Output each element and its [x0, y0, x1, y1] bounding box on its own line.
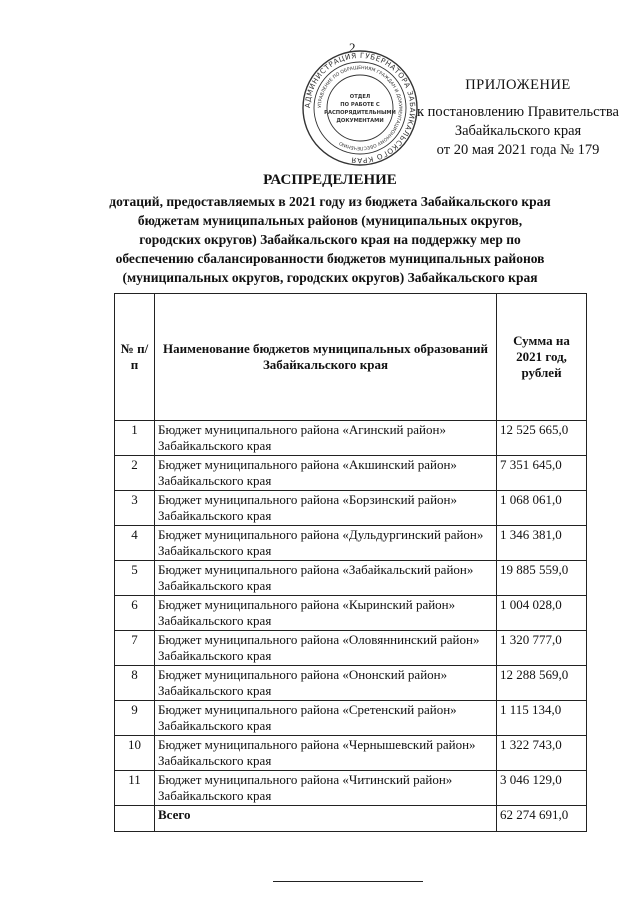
row-name: Бюджет муниципального района «Оловяннинский район» Забайкальского края	[155, 631, 497, 666]
row-name: Бюджет муниципального района «Чернышевский район» Забайкальского края	[155, 736, 497, 771]
row-sum: 1 068 061,0	[497, 491, 587, 526]
stamp-center-line: ПО РАБОТЕ С	[340, 102, 380, 108]
row-num: 10	[115, 736, 155, 771]
row-name: Бюджет муниципального района «Кыринский район» Забайкальского края	[155, 596, 497, 631]
row-name: Бюджет муниципального района «Борзинский район» Забайкальского края	[155, 491, 497, 526]
appendix-line: Забайкальского края	[454, 123, 582, 139]
total-sum: 62 274 691,0	[497, 806, 587, 832]
subtitle-line: (муниципальных округов, городских округов) Забайкальского края	[122, 270, 538, 285]
appendix-header	[408, 76, 628, 160]
header-sum: Сумма на 2021 год, рублей	[497, 294, 587, 421]
table-row	[115, 771, 587, 806]
row-sum: 12 525 665,0	[497, 421, 587, 456]
row-sum: 12 288 569,0	[497, 666, 587, 701]
row-num: 5	[115, 561, 155, 596]
svg-text:УПРАВЛЕНИЕ ПО ОБРАЩЕНИЯМ ГРАЖД	[317, 65, 403, 151]
header-name: Наименование бюджетов муниципальных образований Забайкальского края	[155, 294, 497, 421]
subtitle-line: городских округов) Забайкальского края на поддержку мер по	[139, 232, 521, 247]
distribution-table	[114, 293, 587, 832]
subtitle-line: обеспечению сбалансированности бюджетов муниципальных районов	[115, 251, 545, 266]
appendix-title: ПРИЛОЖЕНИЕ	[465, 77, 571, 93]
end-divider	[273, 881, 423, 882]
row-name: Бюджет муниципального района «Агинский район» Забайкальского края	[155, 421, 497, 456]
document-title: РАСПРЕДЕЛЕНИЕ	[263, 172, 397, 188]
table-row	[115, 456, 587, 491]
total-num	[115, 806, 155, 832]
row-sum: 1 346 381,0	[497, 526, 587, 561]
row-num: 7	[115, 631, 155, 666]
table-row	[115, 491, 587, 526]
row-num: 2	[115, 456, 155, 491]
row-num: 3	[115, 491, 155, 526]
row-num: 8	[115, 666, 155, 701]
table-row	[115, 561, 587, 596]
row-sum: 3 046 129,0	[497, 771, 587, 806]
row-sum: 1 004 028,0	[497, 596, 587, 631]
row-name: Бюджет муниципального района «Ононский район» Забайкальского края	[155, 666, 497, 701]
stamp-center-line: РАСПОРЯДИТЕЛЬНЫМИ	[324, 110, 396, 116]
row-name: Бюджет муниципального района «Читинский район» Забайкальского края	[155, 771, 497, 806]
appendix-line: от 20 мая 2021 года № 179	[436, 142, 600, 158]
row-sum: 1 322 743,0	[497, 736, 587, 771]
table-total-row	[115, 806, 587, 832]
table-row	[115, 736, 587, 771]
row-name: Бюджет муниципального района «Акшинский район» Забайкальского края	[155, 456, 497, 491]
row-num: 11	[115, 771, 155, 806]
table-row	[115, 666, 587, 701]
table-header-row	[115, 294, 587, 421]
row-sum: 7 351 645,0	[497, 456, 587, 491]
row-num: 9	[115, 701, 155, 736]
row-name: Бюджет муниципального района «Дульдургинский район» Забайкальского края	[155, 526, 497, 561]
table-row	[115, 701, 587, 736]
table-row	[115, 421, 587, 456]
appendix-line: к постановлению Правительства	[417, 104, 619, 120]
stamp-center-line: ДОКУМЕНТАМИ	[336, 118, 384, 124]
stamp-ring-text: АДМИНИСТРАЦИЯ ГУБЕРНАТОРА ЗАБАЙКАЛЬСКОГО КРАЯ	[302, 50, 418, 166]
document-subtitle	[100, 192, 560, 287]
stamp-center-line: ОТДЕЛ	[349, 94, 371, 100]
table-row	[115, 596, 587, 631]
office-stamp	[300, 48, 420, 168]
row-name: Бюджет муниципального района «Забайкальский район» Забайкальского края	[155, 561, 497, 596]
row-num: 4	[115, 526, 155, 561]
stamp-inner-ring-text: УПРАВЛЕНИЕ ПО ОБРАЩЕНИЯМ ГРАЖДАН И ДОКУМЕНТАЦИОННОМУ ОБЕСПЕЧЕНИЮ	[317, 65, 403, 151]
table-row	[115, 526, 587, 561]
total-label: Всего	[155, 806, 497, 832]
subtitle-line: дотаций, предоставляемых в 2021 году из бюджета Забайкальского края	[109, 194, 551, 209]
header-num: № п/п	[115, 294, 155, 421]
row-num: 1	[115, 421, 155, 456]
row-sum: 19 885 559,0	[497, 561, 587, 596]
page-number: 2	[349, 40, 356, 55]
row-num: 6	[115, 596, 155, 631]
row-name: Бюджет муниципального района «Сретенский район» Забайкальского края	[155, 701, 497, 736]
table-row	[115, 631, 587, 666]
row-sum: 1 115 134,0	[497, 701, 587, 736]
row-sum: 1 320 777,0	[497, 631, 587, 666]
subtitle-line: бюджетам муниципальных районов (муниципальных округов,	[137, 213, 523, 228]
